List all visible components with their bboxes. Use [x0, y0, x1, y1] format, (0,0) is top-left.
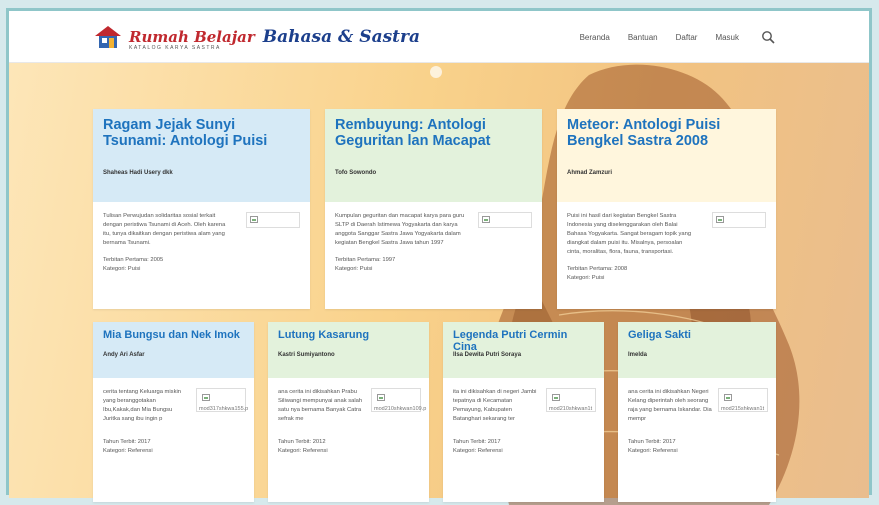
card-author: Andy Ari Asfar — [103, 352, 145, 358]
navbar — [9, 11, 869, 63]
featured-card[interactable] — [325, 109, 542, 309]
card-category: Kategori: Puisi — [335, 265, 373, 272]
card-category: Kategori: Referensi — [103, 447, 153, 454]
card-title[interactable]: Legenda Putri Cermin Cina — [453, 329, 568, 354]
card-description: Puisi ini hasil dari kegiatan Bengkel Sastra Indonesia yang diselenggarakan oleh Balai Bahasa Yogyakarta. Sangat beragam topik yang diangkat dalam puisi itu. Misalnya, persoalan cinta, moralitas, flora, fauna, transportasi. — [567, 213, 692, 255]
broken-image-icon — [377, 394, 385, 401]
card-image — [196, 388, 249, 412]
brand-tagline: KATALOG KARYA SASTRA — [129, 44, 221, 51]
story-card[interactable] — [618, 322, 776, 502]
hero-banner — [9, 63, 869, 498]
card-description: ita ini dikisahkan di negeri Jambi tepatnya di Kecamatan Pemayung, Kabupaten Batanghari sekarang ter — [453, 389, 537, 422]
card-category: Kategori: Puisi — [103, 265, 141, 272]
card-header — [557, 109, 776, 202]
card-author: Shaheas Hadi Usery dkk — [103, 170, 173, 176]
card-body — [268, 378, 429, 466]
card-header — [618, 322, 776, 378]
card-body — [325, 202, 542, 284]
card-author: Ilsa Dewita Putri Soraya — [453, 352, 522, 358]
story-card[interactable] — [93, 322, 254, 502]
card-author: Tofo Sowondo — [335, 170, 377, 176]
card-image — [712, 212, 766, 228]
card-body — [557, 202, 776, 293]
card-description: Kumpulan geguritan dan macapat karya para guru SLTP di Daerah Istimewa Yogyakarta dan karya anggota Sanggar Sastra Jawa Yogyakarta dalam kegiatan Bengkel Sastra Jawa tahun 1997 — [335, 213, 465, 246]
main-menu — [580, 30, 775, 44]
story-card[interactable] — [443, 322, 604, 502]
card-author: Imelda — [628, 352, 648, 358]
card-image — [371, 388, 427, 412]
story-card[interactable] — [268, 322, 429, 502]
card-header — [443, 322, 604, 378]
card-title[interactable]: Lutung Kasarung — [278, 329, 370, 341]
search-icon[interactable] — [761, 30, 775, 44]
card-image-alt: mod210shkwan109.p — [374, 405, 427, 412]
card-image-alt: mod317shkwa155.p — [199, 405, 249, 412]
card-description: Tulisan Perwujudan solidaritas sosial terkait dengan peristiwa Tsunami di Aceh. Oleh karena itu, tunya dikaitkan dengan peristiwa alam yang bernama Tsunami. — [103, 213, 226, 246]
card-published: Terbitan Pertama: 2008 — [567, 265, 628, 272]
card-category: Kategori: Referensi — [453, 447, 503, 454]
card-description: ana cerita ini dikisahkan Negeri Kelang diperintah oleh seorang raja yang bernama Iskandar. Dia mempr — [628, 389, 712, 422]
menu-item-masuk[interactable]: Masuk — [715, 32, 739, 42]
card-body — [618, 378, 776, 466]
card-category: Kategori: Referensi — [628, 447, 678, 454]
menu-item-daftar[interactable]: Daftar — [675, 32, 698, 42]
card-published: Terbitan Pertama: 1997 — [335, 256, 396, 263]
featured-card[interactable] — [93, 109, 310, 309]
card-author: Kastri Sumiyantono — [278, 352, 335, 358]
card-author: Ahmad Zamzuri — [567, 170, 613, 176]
card-published: Tahun Terbit: 2012 — [278, 438, 326, 445]
broken-image-icon — [724, 394, 732, 401]
brand-name-part2: Bahasa & Sastra — [262, 27, 420, 47]
card-published: Tahun Terbit: 2017 — [103, 438, 151, 445]
card-image — [478, 212, 532, 228]
card-title[interactable]: Meteor: Antologi Puisi Bengkel Sastra 2008 — [567, 117, 721, 150]
card-image — [246, 212, 300, 228]
card-image-alt: mod210shkwan1t — [549, 405, 593, 412]
card-published: Terbitan Pertama: 2005 — [103, 256, 164, 263]
broken-image-icon — [482, 216, 490, 223]
broken-image-icon — [202, 394, 210, 401]
broken-image-icon — [552, 394, 560, 401]
card-header — [268, 322, 429, 378]
card-body — [93, 378, 254, 466]
card-header — [325, 109, 542, 202]
card-header — [93, 109, 310, 202]
card-description: ana cerita ini dikisahkan Prabu Siliwangi mempunyai anak salah satu nya bernama Banyak Catra sefrak me — [278, 389, 363, 422]
brand-name-part1: Rumah Belajar — [129, 27, 255, 46]
card-image-alt: mod215shkwan1t — [721, 405, 765, 412]
broken-image-icon — [716, 216, 724, 223]
menu-item-beranda[interactable]: Beranda — [579, 32, 610, 42]
card-published: Tahun Terbit: 2017 — [628, 438, 676, 445]
brand-logo[interactable] — [93, 24, 420, 50]
card-image — [718, 388, 768, 412]
card-title[interactable]: Ragam Jejak Sunyi Tsunami: Antologi Puisi — [103, 117, 268, 150]
card-category: Kategori: Referensi — [278, 447, 328, 454]
card-title[interactable]: Mia Bungsu dan Nek Imok — [103, 329, 240, 341]
card-title[interactable]: Rembuyung: Antologi Geguritan lan Macapat — [335, 117, 491, 150]
card-body — [93, 202, 310, 284]
card-published: Tahun Terbit: 2017 — [453, 438, 501, 445]
card-image — [546, 388, 596, 412]
card-category: Kategori: Puisi — [567, 274, 605, 281]
card-header — [93, 322, 254, 378]
broken-image-icon — [250, 216, 258, 223]
house-logo-icon — [93, 24, 123, 50]
card-description: cerita tentang Keluarga miskin yang beranggotakan Ibu,Kakak,dan Mia Bungsu Juritka sang ibu ingin p — [103, 389, 181, 422]
menu-item-bantuan[interactable]: Bantuan — [627, 32, 658, 42]
browser-frame — [6, 8, 872, 495]
card-body — [443, 378, 604, 466]
card-title[interactable]: Geliga Sakti — [628, 329, 691, 341]
slider-indicator[interactable] — [430, 66, 442, 78]
featured-card[interactable] — [557, 109, 776, 309]
